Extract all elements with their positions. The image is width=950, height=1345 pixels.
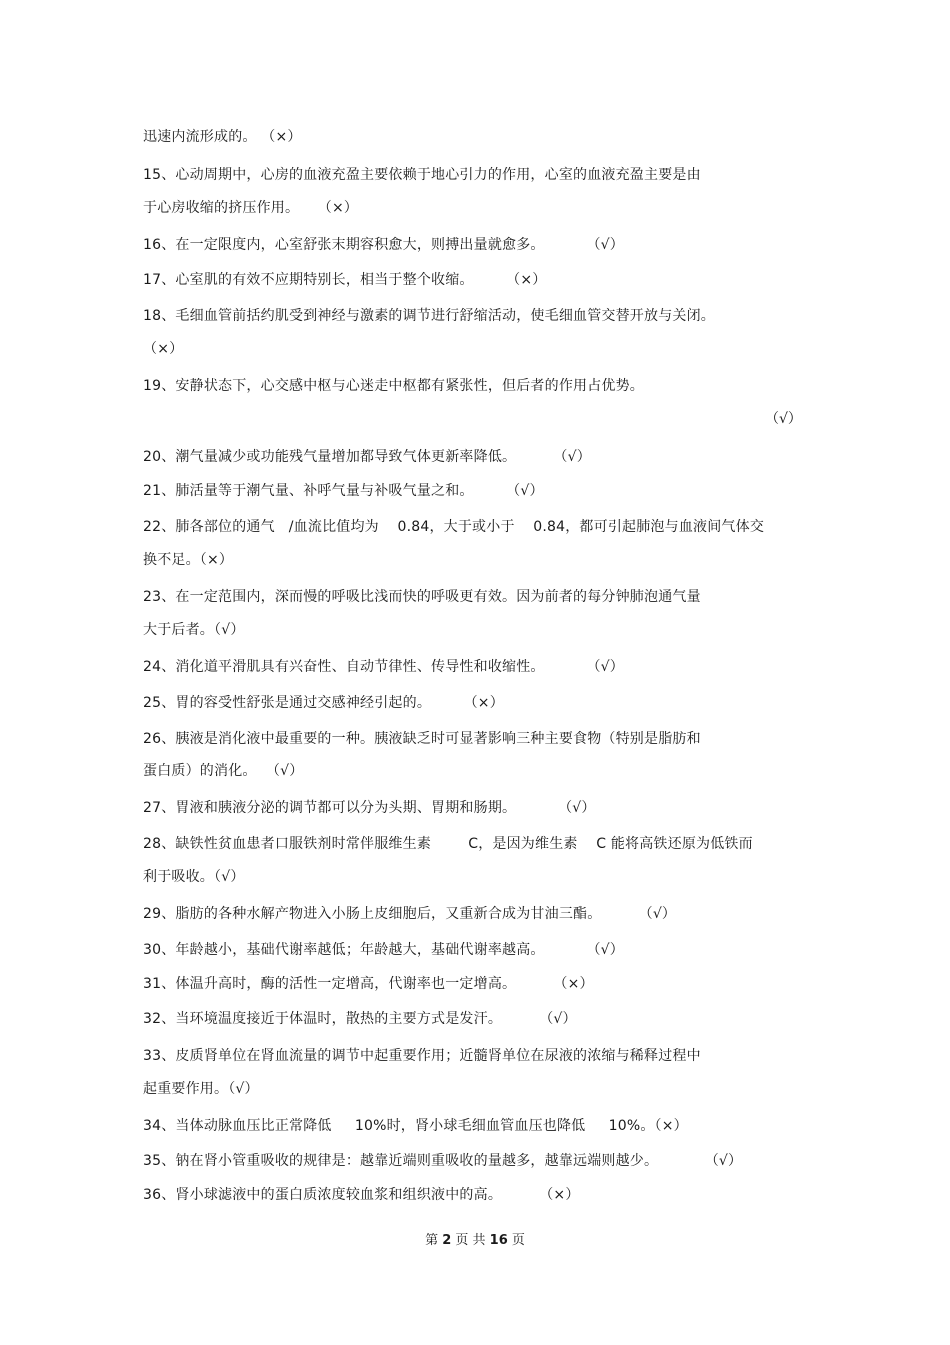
question-20: 20、潮气量减少或功能残气量增加都导致气体更新率降低。 （√） [143,449,591,465]
question-34: 34、当体动脉血压比正常降低 10%时，肾小球毛细血管血压也降低 10%。（×） [143,1118,688,1134]
question-35: 35、钠在肾小管重吸收的规律是：越靠近端则重吸收的量越多，越靠远端则越少。 （√） [143,1153,743,1169]
total-pages-number: 16 [489,1233,508,1248]
question-21: 21、肺活量等于潮气量、补呼气量与补吸气量之和。 （√） [143,483,544,499]
question-25: 25、胃的容受性舒张是通过交感神经引起的。 （×） [143,695,504,711]
question-16: 16、在一定限度内，心室舒张末期容积愈大，则搏出量就愈多。 （√） [143,237,624,253]
question-15: 15、心动周期中，心房的血液充盈主要依赖于地心引力的作用，心室的血液充盈主要是由 [143,167,701,183]
footer-prefix: 第 [425,1233,443,1248]
text-line: 起重要作用。（√） [143,1081,259,1097]
question-30: 30、年龄越小，基础代谢率越低；年龄越大，基础代谢率越高。 （√） [143,942,624,958]
question-24: 24、消化道平滑肌具有兴奋性、自动节律性、传导性和收缩性。 （√） [143,659,624,675]
text-line: 大于后者。（√） [143,622,245,638]
current-page-number: 2 [442,1233,452,1248]
footer-middle: 页 共 [451,1233,490,1248]
footer-suffix: 页 [507,1233,525,1248]
answer-mark-19: （√） [765,411,802,427]
question-27: 27、胃液和胰液分泌的调节都可以分为头期、胃期和肠期。 （√） [143,800,596,816]
text-line: （×） [143,341,184,357]
page-footer [0,1232,950,1250]
question-19: 19、安静状态下，心交感中枢与心迷走中枢都有紧张性，但后者的作用占优势。 [143,378,645,394]
question-18: 18、毛细血管前括约肌受到神经与激素的调节进行舒缩活动，使毛细血管交替开放与关闭。 [143,308,716,324]
question-33: 33、皮质肾单位在肾血流量的调节中起重要作用；近髓肾单位在尿液的浓缩与稀释过程中 [143,1048,701,1064]
question-28: 28、缺铁性贫血患者口服铁剂时常伴服维生素 C，是因为维生素 C 能将高铁还原为低铁而 [143,836,753,852]
question-29: 29、脂肪的各种水解产物进入小肠上皮细胞后，又重新合成为甘油三酯。 （√） [143,906,677,922]
text-line: 换不足。（×） [143,552,234,568]
text-line: 利于吸收。（√） [143,869,245,885]
text-line: 迅速内流形成的。 （×） [143,129,302,145]
question-36: 36、肾小球滤液中的蛋白质浓度较血浆和组织液中的高。 （×） [143,1187,580,1203]
question-23: 23、在一定范围内，深而慢的呼吸比浅而快的呼吸更有效。因为前者的每分钟肺泡通气量 [143,589,701,605]
question-26: 26、胰液是消化液中最重要的一种。胰液缺乏时可显著影响三种主要食物（特别是脂肪和 [143,731,701,747]
question-32: 32、当环境温度接近于体温时，散热的主要方式是发汗。 （√） [143,1011,577,1027]
question-17: 17、心室肌的有效不应期特别长，相当于整个收缩。 （×） [143,272,547,288]
text-line: 蛋白质）的消化。 （√） [143,763,304,779]
text-line: 于心房收缩的挤压作用。 （×） [143,200,359,216]
question-22: 22、肺各部位的通气 /血流比值均为 0.84，大于或小于 0.84，都可引起肺泡与血液间气体交 [143,519,765,535]
question-31: 31、体温升高时，酶的活性一定增高，代谢率也一定增高。 （×） [143,976,594,992]
